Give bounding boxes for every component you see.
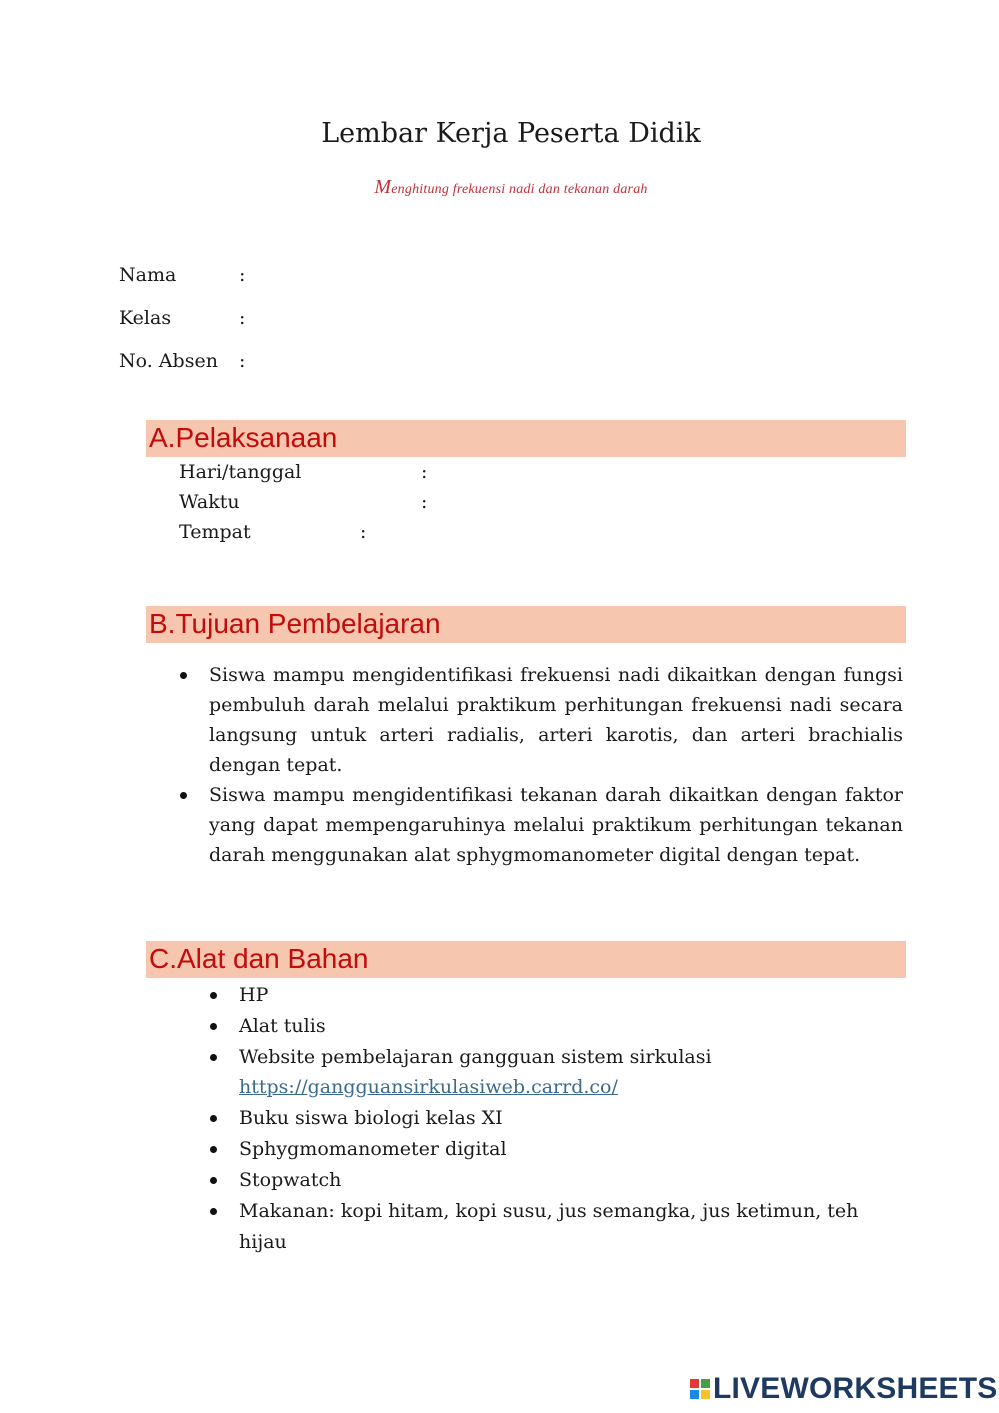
identity-colon: : <box>239 264 246 286</box>
bullet-icon <box>210 1023 217 1030</box>
section-c-heading <box>146 941 906 978</box>
logo-mark-icon <box>690 1379 710 1399</box>
alat-item-hp: HP <box>239 984 269 1006</box>
subtitle-initial: M <box>374 176 392 198</box>
bullet-icon <box>210 1115 217 1122</box>
logo-square <box>690 1379 699 1388</box>
liveworksheets-logo[interactable] <box>690 1372 998 1406</box>
tujuan-item: Siswa mampu mengidentifikasi tekanan darah dikaitkan dengan faktor yang dapat mempengaruhinya melalui praktikum perhitungan tekanan darah menggunakan alat sphygmomanometer digital dengan tepat. <box>209 784 903 866</box>
identity-label: No. Absen <box>119 350 218 372</box>
alat-item-alat-tulis: Alat tulis <box>239 1015 326 1037</box>
pelaksanaan-colon: : <box>421 491 428 513</box>
bullet-icon <box>210 1177 217 1184</box>
bullet-icon <box>210 1146 217 1153</box>
alat-item-makanan: Makanan: kopi hitam, kopi susu, jus semangka, jus ketimun, teh <box>239 1200 859 1222</box>
section-b-heading-text: B.Tujuan Pembelajaran <box>149 608 441 639</box>
section-b-heading <box>146 606 906 643</box>
section-c-heading-text: C.Alat dan Bahan <box>149 943 369 974</box>
bullet-icon <box>210 1208 217 1215</box>
tujuan-item: Siswa mampu mengidentifikasi frekuensi nadi dikaitkan dengan fungsi pembuluh darah melalui praktikum perhitungan frekuensi nadi secara langsung untuk arteri radialis, arteri karotis, dan arteri brachialis dengan tepat. <box>209 664 903 776</box>
logo-square <box>690 1390 699 1399</box>
pelaksanaan-label: Hari/tanggal <box>179 461 302 483</box>
logo-square <box>701 1390 710 1399</box>
pelaksanaan-label: Tempat <box>179 521 251 543</box>
subtitle-text: enghitung frekuensi nadi dan tekanan darah <box>391 182 648 197</box>
alat-item-stopwatch: Stopwatch <box>239 1169 342 1191</box>
bullet-icon <box>180 792 187 799</box>
pelaksanaan-label: Waktu <box>179 491 240 513</box>
pelaksanaan-colon: : <box>360 521 367 543</box>
identity-colon: : <box>239 350 246 372</box>
alat-item-website: Website pembelajaran gangguan sistem sirkulasi <box>239 1046 712 1068</box>
identity-label: Kelas <box>119 307 172 329</box>
bullet-icon <box>210 1054 217 1061</box>
bullet-icon <box>180 672 187 679</box>
logo-square <box>701 1379 710 1388</box>
identity-label: Nama <box>119 264 177 286</box>
alat-item-makanan-cont: hijau <box>239 1231 287 1253</box>
page-title: Lembar Kerja Peserta Didik <box>321 118 701 149</box>
logo-text: LIVEWORKSHEETS <box>713 1372 998 1405</box>
section-a-heading <box>146 420 906 457</box>
bullet-icon <box>210 992 217 999</box>
alat-item-sphygmomanometer: Sphygmomanometer digital <box>239 1138 507 1160</box>
website-link[interactable]: https://gangguansirkulasiweb.carrd.co/ <box>239 1076 618 1098</box>
section-a-heading-text: A.Pelaksanaan <box>149 422 338 453</box>
page-subtitle <box>0 176 999 199</box>
alat-item-buku: Buku siswa biologi kelas XI <box>239 1107 503 1129</box>
pelaksanaan-colon: : <box>421 461 428 483</box>
identity-colon: : <box>239 307 246 329</box>
